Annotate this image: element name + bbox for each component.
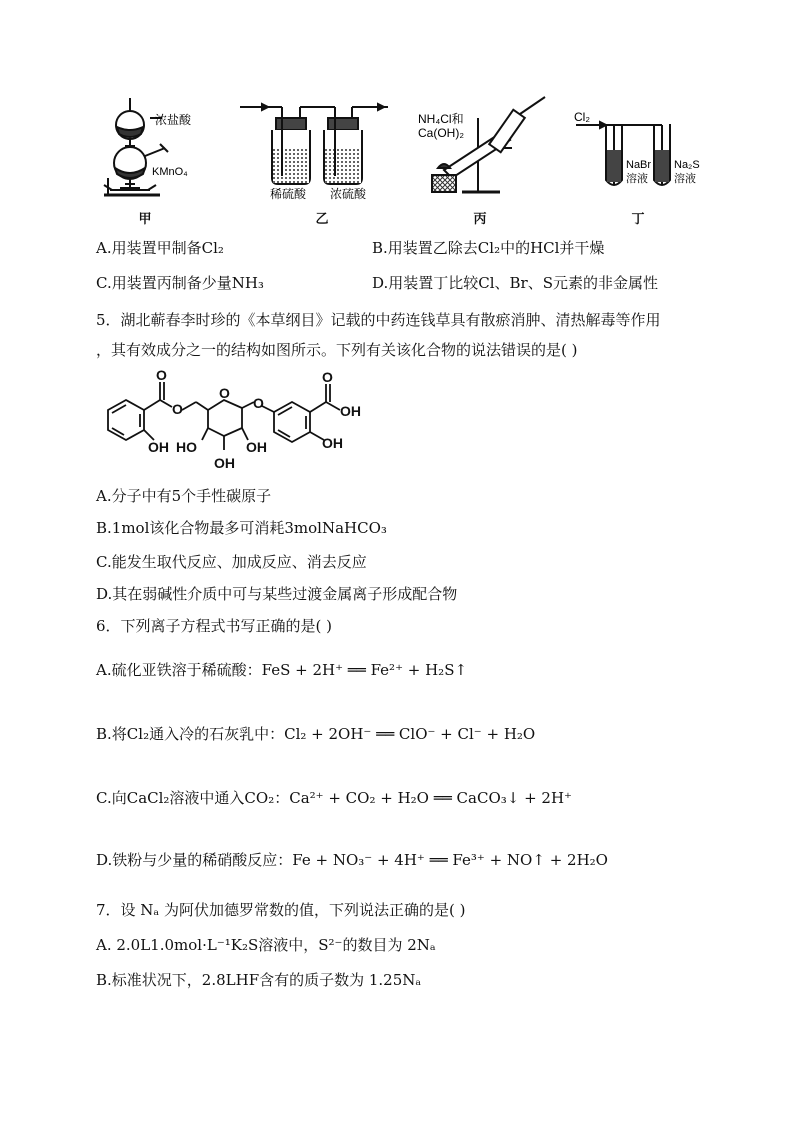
q6-option-d: [96, 850, 608, 870]
label-dilute-h2so4: 稀硫酸: [270, 187, 307, 201]
q6-option-b: [96, 724, 535, 744]
q6-option-d-text: D.铁粉与少量的稀硝酸反应：: [96, 851, 293, 869]
caption-jia: 甲: [138, 212, 152, 227]
label-concentrated-hcl: 浓盐酸: [155, 113, 192, 127]
q4-option-d: D.用装置丁比较Cl、Br、S元素的非金属性: [372, 274, 659, 292]
apparatus-drawings: [0, 0, 794, 235]
q5-option-d: D.其在弱碱性介质中可与某些过渡金属离子形成配合物: [96, 585, 458, 603]
atom-ho-sugar: HO: [176, 439, 197, 455]
q4-option-a: A.用装置甲制备Cl₂: [96, 239, 224, 257]
apparatus-yi: [240, 104, 388, 184]
label-cl2-inlet: Cl₂: [574, 110, 590, 124]
caption-ding: 丁: [631, 212, 645, 227]
label-nh4cl: NH₄Cl和: [418, 112, 464, 126]
q6-option-c-text: C.向CaCl₂溶液中通入CO₂：: [96, 789, 290, 807]
label-kmno4: KMnO₄: [152, 166, 188, 178]
q5-structure: [96, 368, 386, 476]
apparatus-ding: [576, 122, 670, 185]
atom-o-ester: O: [172, 401, 183, 417]
q6-stem: 6．下列离子方程式书写正确的是( ): [96, 617, 333, 635]
q6-option-d-equation: Fe + NO₃⁻ + 4H⁺ ══ Fe³⁺ + NO↑ + 2H₂O: [292, 851, 608, 869]
q6-option-c: [96, 788, 572, 808]
q5-option-a: A.分子中有5个手性碳原子: [96, 487, 272, 505]
label-na2s-solution: 溶液: [674, 173, 696, 185]
q5-stem-line1: 5．湖北蕲春李时珍的《本草纲目》记载的中药连钱草具有散瘀消肿、清热解毒等作用: [96, 311, 661, 329]
atom-oh-right-phenol: OH: [322, 435, 343, 451]
caption-bing: 丙: [473, 212, 487, 227]
atom-oh-sugar-right: OH: [246, 439, 267, 455]
q6-option-a-text: A.硫化亚铁溶于稀硫酸：: [96, 661, 262, 679]
q6-option-b-text: B.将Cl₂通入冷的石灰乳中：: [96, 725, 285, 743]
label-nabr: NaBr: [626, 159, 652, 171]
atom-oh-carboxyl: OH: [340, 403, 361, 419]
q6-option-a: [96, 660, 467, 680]
atom-o-ring: O: [219, 385, 230, 401]
q6-option-a-equation: FeS + 2H⁺ ══ Fe²⁺ + H₂S↑: [261, 661, 468, 679]
atom-o-glycoside: O: [253, 395, 264, 411]
q6-option-c-equation: Ca²⁺ + CO₂ + H₂O ══ CaCO₃↓ + 2H⁺: [289, 789, 572, 807]
caption-yi: 乙: [315, 212, 329, 227]
atom-o-carbonyl-1: O: [156, 368, 167, 383]
label-na2s: Na₂S: [674, 159, 700, 171]
label-nabr-solution: 溶液: [626, 173, 648, 185]
label-concentrated-h2so4: 浓硫酸: [330, 187, 367, 201]
q7-stem: 7．设 Nₐ 为阿伏加德罗常数的值，下列说法正确的是( ): [96, 901, 466, 919]
q6-option-b-equation: Cl₂ + 2OH⁻ ══ ClO⁻ + Cl⁻ + H₂O: [284, 725, 536, 743]
atom-oh-sugar-bottom: OH: [214, 455, 235, 471]
q7-option-b: B.标准状况下，2.8LHF含有的质子数为 1.25Nₐ: [96, 971, 422, 989]
q7-option-a: A. 2.0L1.0mol·L⁻¹K₂S溶液中，S²⁻的数目为 2Nₐ: [96, 936, 436, 954]
label-caoh2: Ca(OH)₂: [418, 126, 464, 140]
q4-figure: [0, 0, 794, 235]
q5-option-b: B.1mol该化合物最多可消耗3molNaHCO₃: [96, 519, 387, 537]
q5-option-c: C.能发生取代反应、加成反应、消去反应: [96, 553, 367, 571]
q4-option-b: B.用装置乙除去Cl₂中的HCl并干燥: [372, 239, 605, 257]
structure-diagram: [96, 368, 386, 476]
atom-oh-left-phenol: OH: [148, 439, 169, 455]
q5-stem-line2: ，其有效成分之一的结构如图所示。下列有关该化合物的说法错误的是( ): [96, 341, 578, 359]
q4-option-c: C.用装置丙制备少量NH₃: [96, 274, 264, 292]
atom-o-carbonyl-2: O: [322, 369, 333, 385]
